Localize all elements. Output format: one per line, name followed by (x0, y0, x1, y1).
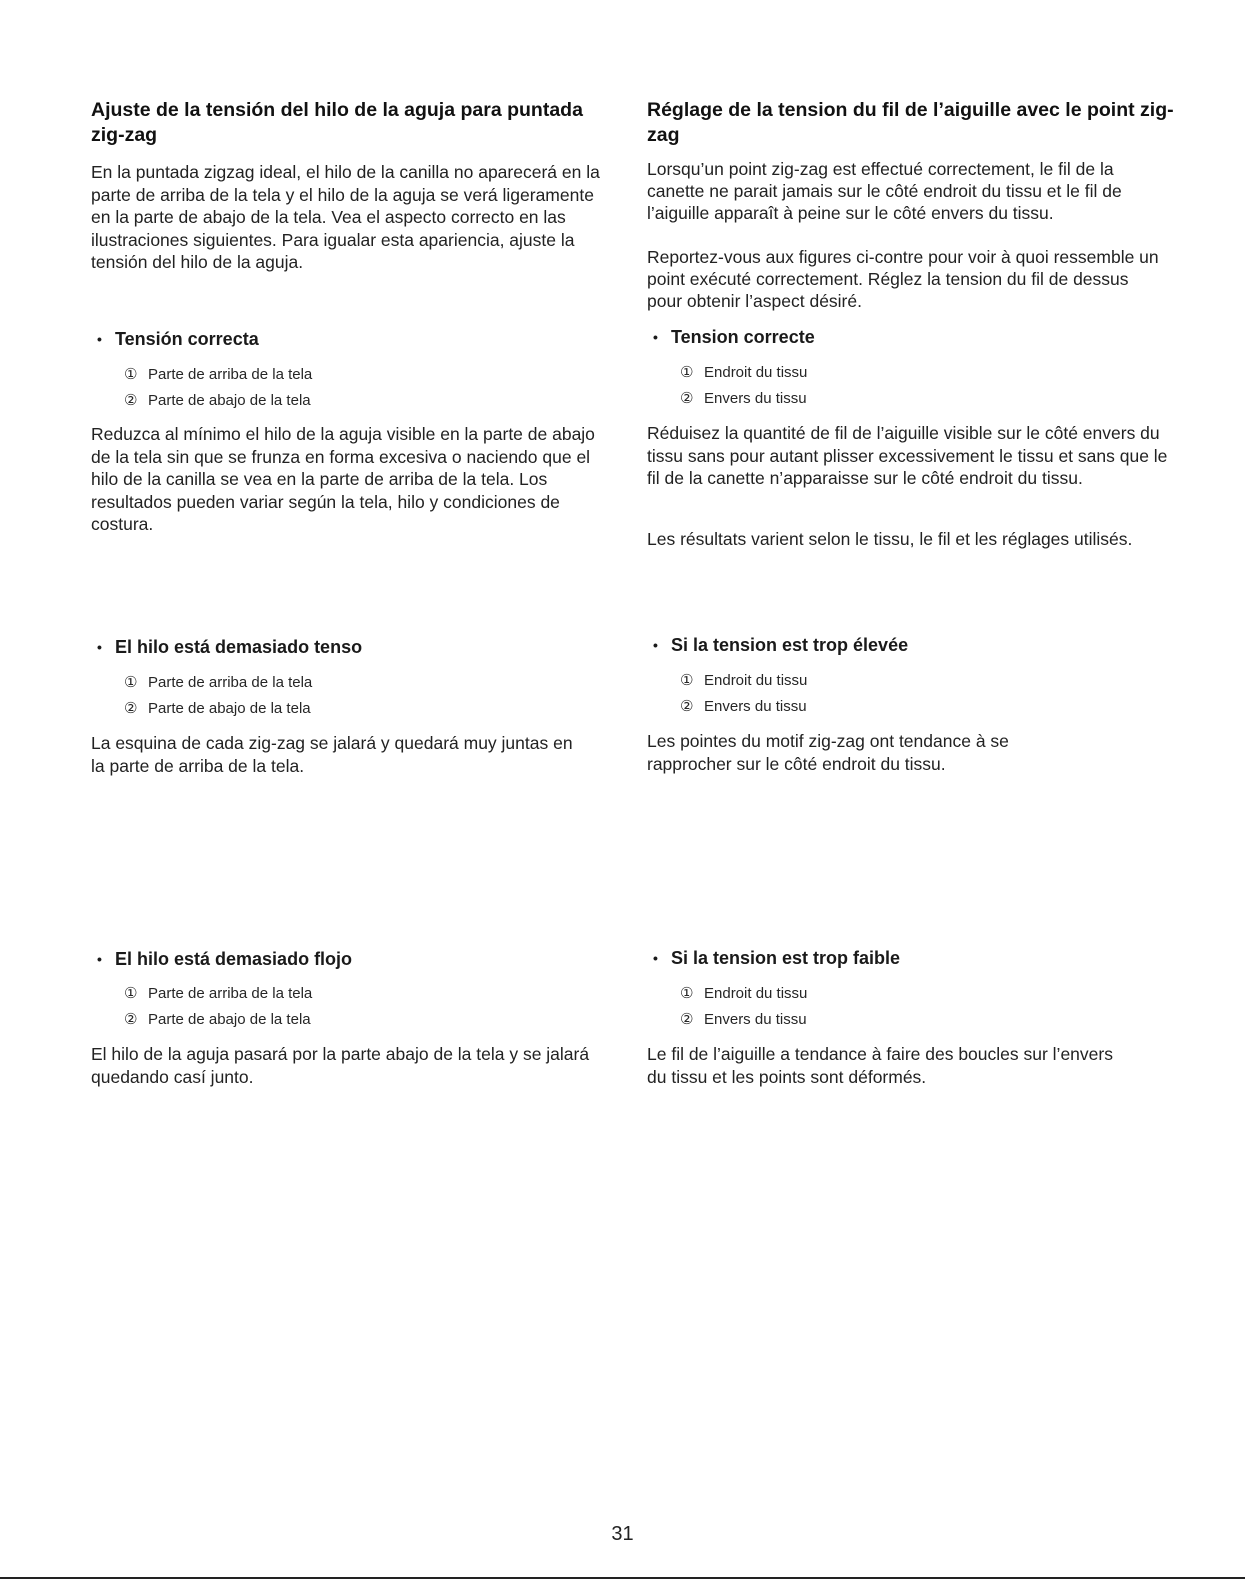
legend-item: ② Envers du tissu (680, 698, 807, 715)
french-section-high-legend (647, 668, 807, 720)
spanish-intro: En la puntada zigzag ideal, el hilo de la canilla no aparecerá en la parte de arriba de la tela y el hilo de la aguja se verá ligeramente en la parte de abajo de la tela. Vea el aspecto correcto en las ilustraciones siguientes. Para igualar esta apariencia, ajuste la tensión del hilo de la aguja. (91, 162, 600, 272)
french-section-correct-body: Réduisez la quantité de fil de l’aiguille visible sur le côté envers du tissu sans pour autant plisser excessivement le tissu et sans que le fil de la canette n’apparaisse sur le côté endroit du tissu. (647, 423, 1168, 488)
spanish-section-correct-legend (91, 362, 312, 414)
bullet: • (653, 329, 658, 345)
legend-item: ① Endroit du tissu (680, 672, 808, 689)
legend-item: ② Envers du tissu (680, 390, 807, 407)
legend-item: ② Envers du tissu (680, 1011, 807, 1028)
bullet: • (97, 639, 102, 655)
spanish-heading: Ajuste de la tensión del hilo de la aguja para puntada zig-zag (91, 99, 583, 146)
bottom-rule (0, 1577, 1245, 1579)
legend-item: ② Parte de abajo de la tela (124, 1011, 311, 1028)
french-section-low-title: • Si la tension est trop faible (653, 948, 901, 968)
french-section-low-body: Le fil de l’aiguille a tendance à faire des boucles sur l’envers du tissu et les points sont déformés. (647, 1044, 1113, 1087)
page-number: 31 (611, 1523, 634, 1545)
legend-item: ① Endroit du tissu (680, 985, 808, 1002)
legend-item: ② Parte de abajo de la tela (124, 392, 311, 409)
spanish-section-correct-body: Reduzca al mínimo el hilo de la aguja visible en la parte de abajo de la tela sin que se frunza en forma excesiva o naciendo que el hilo de la canilla se vea en la parte de arriba de la tela. Los resultados pueden variar según la tela, hilo y condiciones de costura. (91, 424, 595, 534)
french-intro-2: Reportez-vous aux figures ci-contre pour voir à quoi ressemble un point exécuté correctement. Réglez la tension du fil de dessus pour obtenir l’aspect désiré. (647, 247, 1159, 311)
french-heading: Réglage de la tension du fil de l’aiguille avec le point zig-zag (647, 99, 1174, 146)
french-section-high-body: Les pointes du motif zig-zag ont tendance à se rapprocher sur le côté endroit du tissu. (647, 731, 1009, 774)
french-intro-1: Lorsqu’un point zig-zag est effectué correctement, le fil de la canette ne parait jamais sur le côté endroit du tissu et le fil de l’aiguille apparaît à peine sur le côté envers du tissu. (647, 159, 1122, 223)
french-section-correct-legend (647, 360, 807, 412)
french-section-low-legend (647, 981, 807, 1033)
legend-item: ① Parte de arriba de la tela (124, 674, 313, 691)
legend-item: ① Parte de arriba de la tela (124, 985, 313, 1002)
french-section-correct-body-2: Les résultats varient selon le tissu, le fil et les réglages utilisés. (647, 529, 1133, 549)
bullet: • (97, 331, 102, 347)
bullet: • (653, 950, 658, 966)
spanish-section-correct-title: • Tensión correcta (97, 329, 259, 349)
spanish-section-loose-legend (91, 981, 312, 1033)
spanish-section-tight-title: • El hilo está demasiado tenso (97, 637, 363, 657)
spanish-section-tight-legend (91, 670, 312, 722)
spanish-section-loose-title: • El hilo está demasiado flojo (97, 949, 353, 969)
french-section-correct-title: • Tension correcte (653, 327, 815, 347)
legend-item: ① Endroit du tissu (680, 364, 808, 381)
spanish-section-loose-body: El hilo de la aguja pasará por la parte abajo de la tela y se jalará quedando casí junto. (91, 1044, 590, 1087)
bullet: • (653, 637, 658, 653)
legend-item: ② Parte de abajo de la tela (124, 700, 311, 717)
french-section-high-title: • Si la tension est trop élevée (653, 635, 909, 655)
spanish-section-tight-body: La esquina de cada zig-zag se jalará y quedará muy juntas en la parte de arriba de la tela. (91, 733, 573, 776)
bullet: • (97, 951, 102, 967)
legend-item: ① Parte de arriba de la tela (124, 366, 313, 383)
